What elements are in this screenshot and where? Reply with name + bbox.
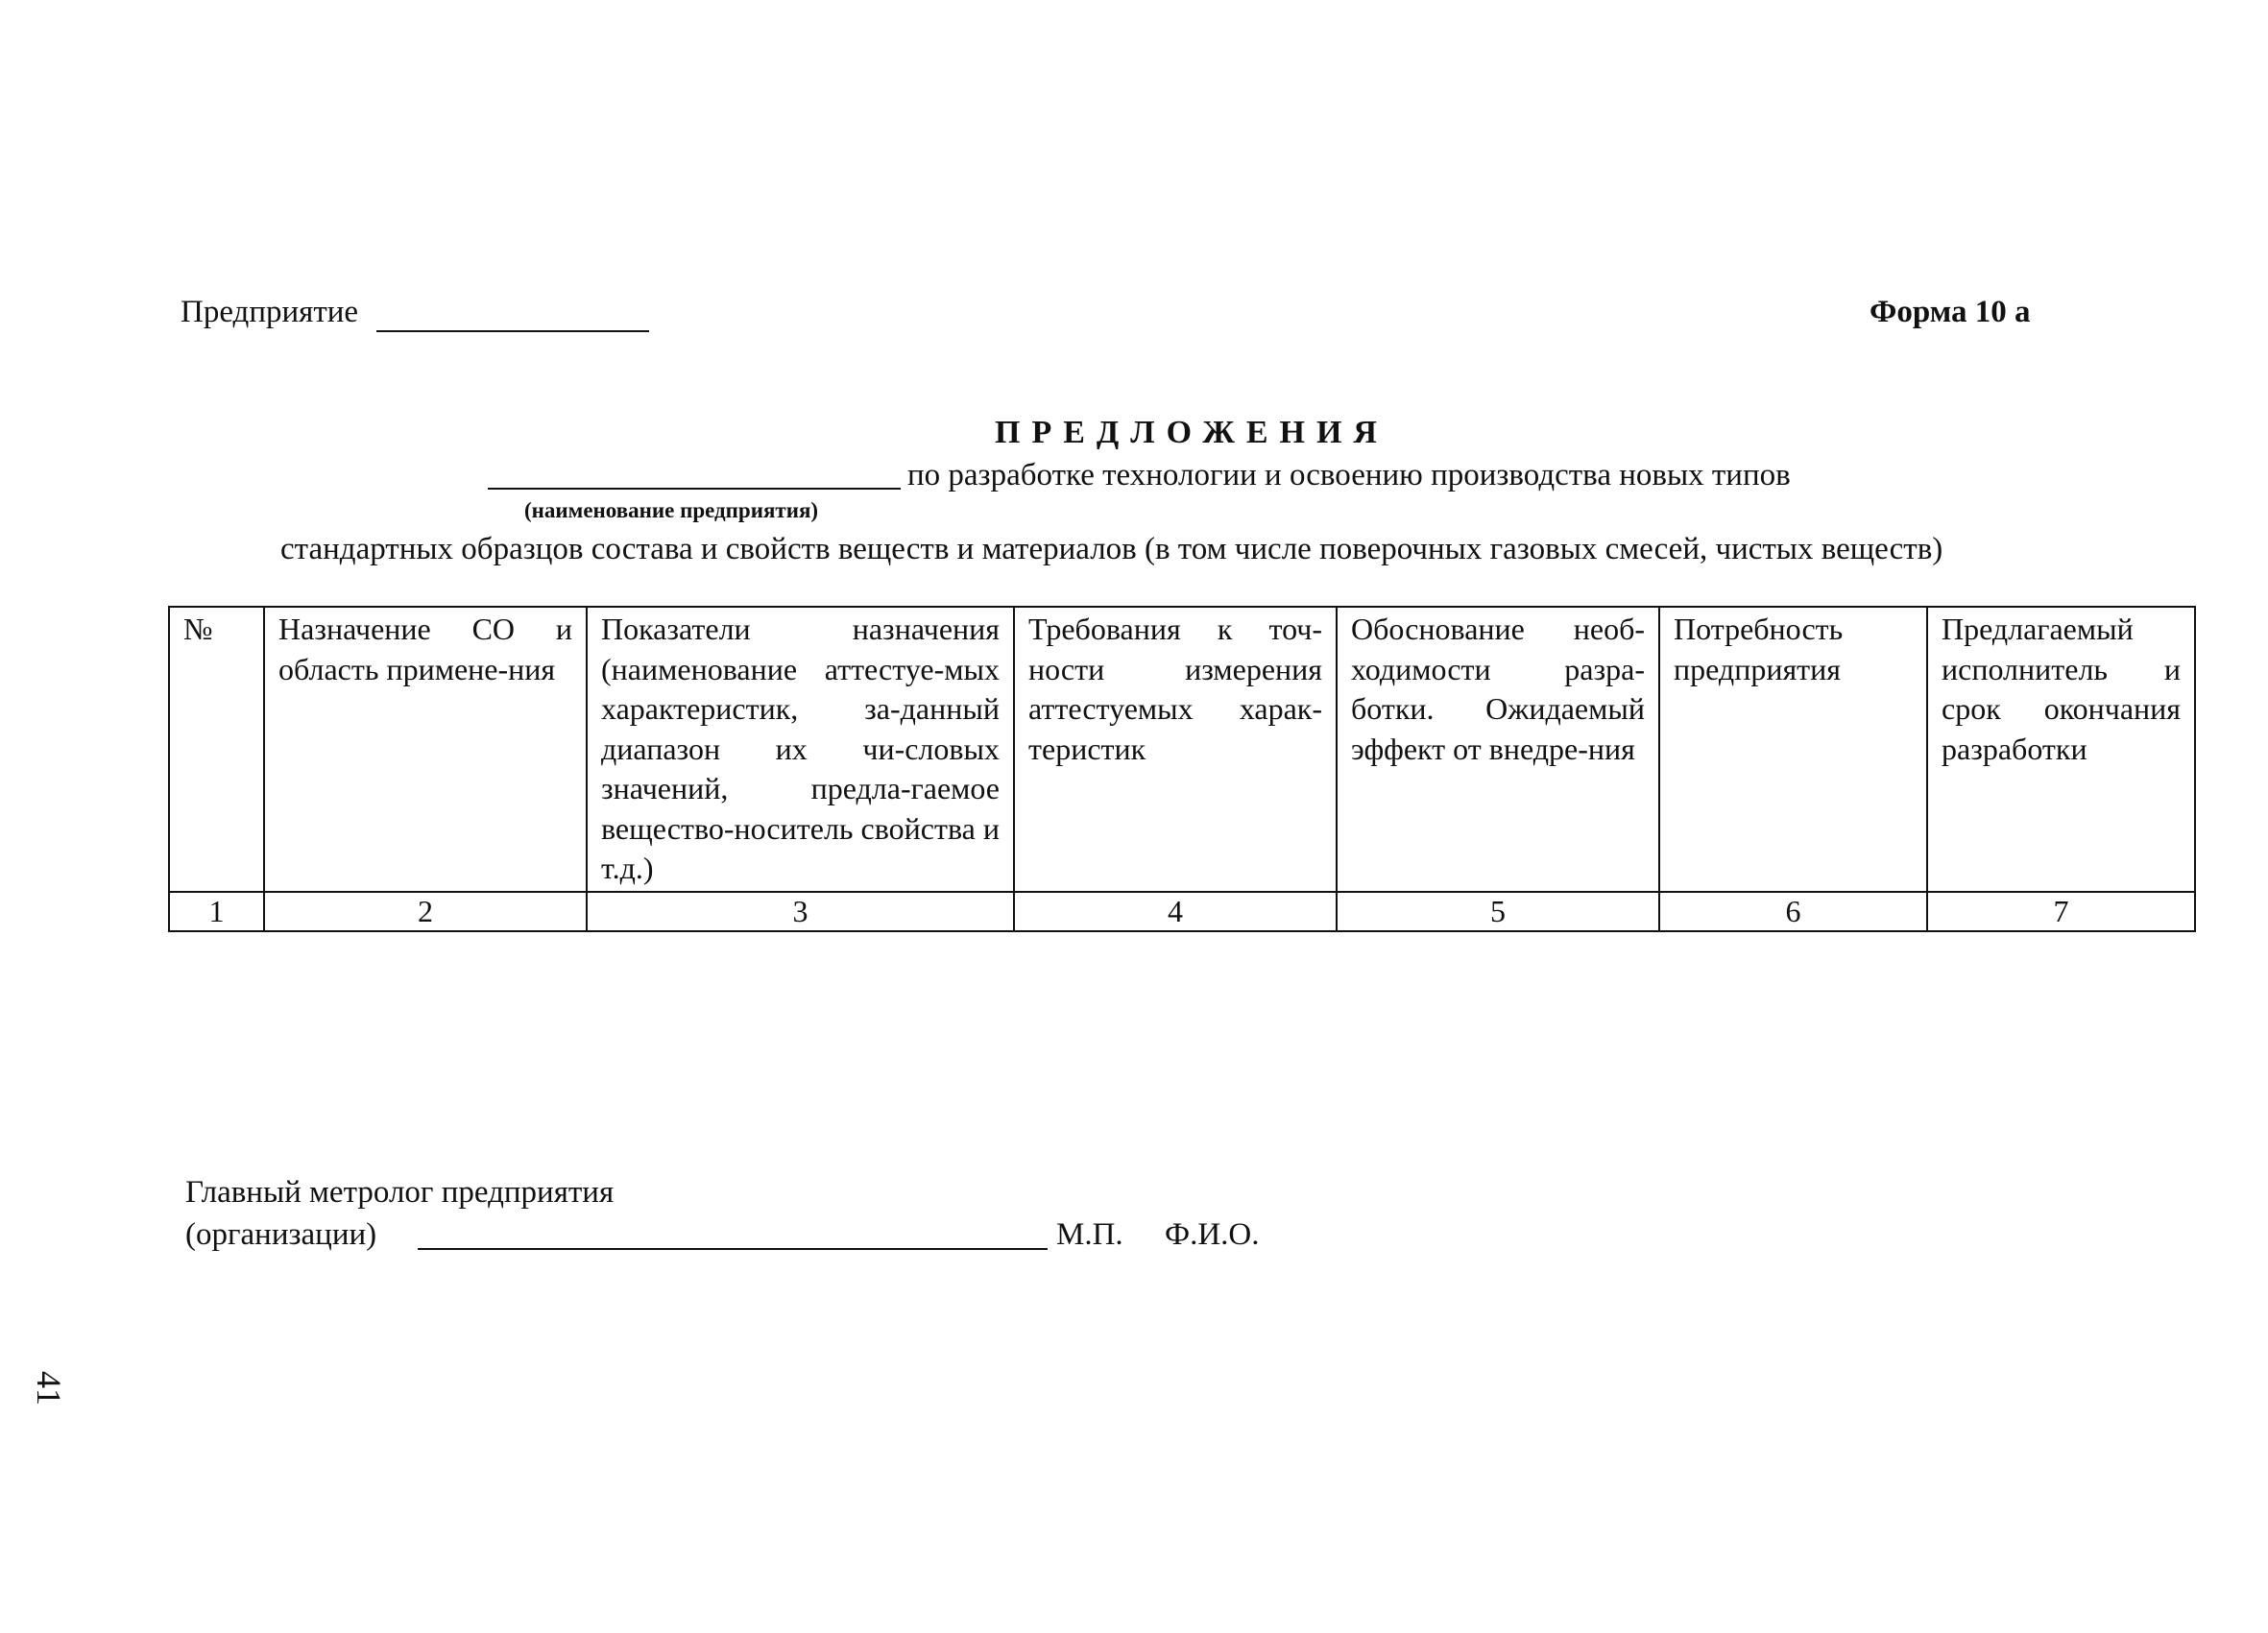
header-cell-demand: Потребность предприятия xyxy=(1659,607,1927,892)
document-title: ПРЕДЛОЖЕНИЯ xyxy=(995,415,1388,450)
column-number: 5 xyxy=(1337,892,1659,931)
column-number: 1 xyxy=(169,892,264,931)
proposals-table xyxy=(168,606,2196,932)
column-number: 4 xyxy=(1014,892,1337,931)
page-number: 41 xyxy=(30,1371,68,1405)
signature-organization: (организации) xyxy=(185,1217,377,1252)
enterprise-name-blank-line xyxy=(488,488,901,490)
header-cell-number: № xyxy=(169,607,264,892)
header-cell-indicators: Показатели назначения (наименование аттестуе-мых характеристик, за-данный диапазон их чи-словых значений, предла-гаемое вещество-носитель свойства и т.д.) xyxy=(587,607,1014,892)
header-cell-executor: Предлагаемый исполнитель и срок окончания разработки xyxy=(1927,607,2195,892)
stamp-place-label: М.П. xyxy=(1056,1217,1123,1252)
column-number-row xyxy=(169,892,2195,931)
enterprise-name-caption: (наименование предприятия) xyxy=(524,498,819,522)
column-number: 6 xyxy=(1659,892,1927,931)
table-header-row xyxy=(169,607,2195,892)
form-number: Форма 10 а xyxy=(1870,295,2031,329)
signature-title: Главный метролог предприятия xyxy=(185,1175,615,1210)
enterprise-blank-line xyxy=(376,330,649,332)
title-line-2: стандартных образцов состава и свойств веществ и материалов (в том числе поверочных газовых смесей, чистых веществ) xyxy=(280,532,1943,566)
column-number: 2 xyxy=(264,892,587,931)
header-cell-purpose: Назначение СО и область примене-ния xyxy=(264,607,587,892)
column-number: 7 xyxy=(1927,892,2195,931)
signature-blank-line xyxy=(418,1248,1048,1250)
header-cell-justification: Обоснование необ-ходимости разра-ботки. Ожидаемый эффект от внедре-ния xyxy=(1337,607,1659,892)
column-number: 3 xyxy=(587,892,1014,931)
enterprise-label: Предприятие xyxy=(181,295,359,329)
header-cell-accuracy: Требования к точ-ности измерения аттестуемых харак-теристик xyxy=(1014,607,1337,892)
full-name-label: Ф.И.О. xyxy=(1165,1217,1260,1252)
title-line-1: по разработке технологии и освоению производства новых типов xyxy=(907,458,1791,492)
